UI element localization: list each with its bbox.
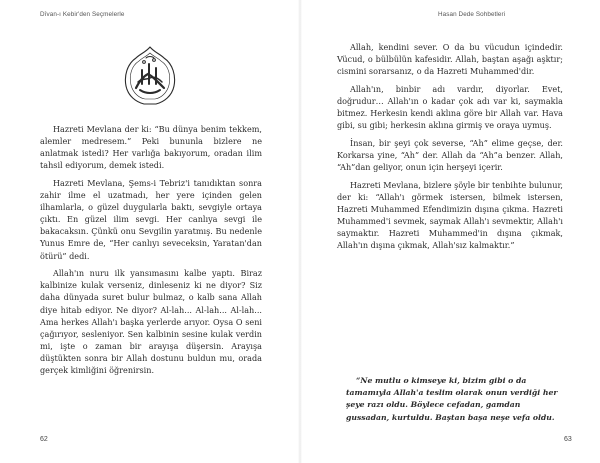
- page-number-left: 62: [40, 436, 48, 443]
- calligraphy-emblem-icon: [118, 44, 182, 108]
- right-page-body: [337, 41, 563, 257]
- paragraph: Allah'ın, binbir adı vardır, diyorlar. Evet, doğrudur… Allah'ın o kadar çok adı var ki, saymakla bitmez. Herkesin kendi aklına göre bir Allah var. Hava gibi, su gibi; herkesin aklına girmiş ve oraya uymuş.: [337, 83, 563, 131]
- pull-quote: “Ne mutlu o kimseye ki, bizim gibi o da tamamıyla Allah'a teslim olarak onun verdiği her şeye razı oldu. Böylece cefadan, gamdan gussadan, kurtuldu. Baştan başa neşe vefa oldu.: [346, 376, 558, 422]
- running-head-right: Hasan Dede Sohbetleri: [438, 11, 506, 18]
- paragraph: Hazreti Mevlana, bizlere şöyle bir tenbihte bulunur, der ki: “Allah'ı görmek istersen, bilmek istersen, Hazreti Muhammed Efendimizin dışına çıkma. Hazreti Muhammed'i sevmek, saymak Allah'ı sevmektir, Allah'ı saymaktır. Hazreti Muhammed'in dışına çıkmak, Allah'ın dışına çıkmak, Allah'sız kalmaktır.”: [337, 179, 563, 251]
- left-page-body: [40, 123, 262, 382]
- running-head-left: Dîvan-ı Kebir'den Seçmelerle: [40, 11, 125, 18]
- paragraph: Hazreti Mevlana der ki: “Bu dünya benim tekkem, alemler medresem.” Peki bununla bizlere ne anlatmak istedi? Her varlığa bakıyorum, oradan ilim tahsil ediyorum, demek istedi.: [40, 124, 262, 171]
- right-page: [300, 0, 600, 463]
- paragraph: İnsan, bir şeyi çok severse, “Ah” elime geçse, der. Korkarsa yine, “Ah” der. Allah da “Ah”a benzer. Allah, “Ah”dan geliyor, onun için herşeyi içerir.: [337, 137, 563, 173]
- paragraph: Allah'ın nuru ilk yansımasını kalbe yaptı. Biraz kalbinize kulak verseniz, dinleseniz ki ne diyor? Siz daha dünyada suret bulur bulmaz, o kalb sana Allah diye hitab ediyor. Ne diyor? Al-lah... Al-lah... Al-lah... Ama herkes Allah'ı başka yerlerde arıyor. Oysa O seni çağırıyor, sesleniyor. Sen kalbinin sesine kulak verdin mi, işte o zaman bir arayışa düşersin. Arayışa düştükten sonra bir Allah dostunu buldun mu, orada gerçek kimliğini öğrenirsin.: [40, 268, 262, 375]
- page-number-right: 63: [564, 436, 572, 443]
- paragraph: Allah, kendini sever. O da bu vücudun içindedir. Vücud, o bülbülün kafesidir. Allah, baştan aşağı aşktır; cismini sorarsanız, o da Hazreti Muhammed'dir.: [337, 42, 563, 77]
- paragraph: Hazreti Mevlana, Şems-i Tebriz'i tanıdıktan sonra zahir ilme el uzatmadı, her yere içinden gelen ilhamlarla, o güzel duygularla baktı, sevgiyle ortaya çıktı. En güzel ilim sevgi. Her canlıya sevgi ile bakacaksın. Çünkü onu Sevgilin yaratmış. Bu nedenle Yunus Emre de, “Her canlıyı seveceksin, Yaratan'dan ötürü” dedi.: [40, 177, 262, 261]
